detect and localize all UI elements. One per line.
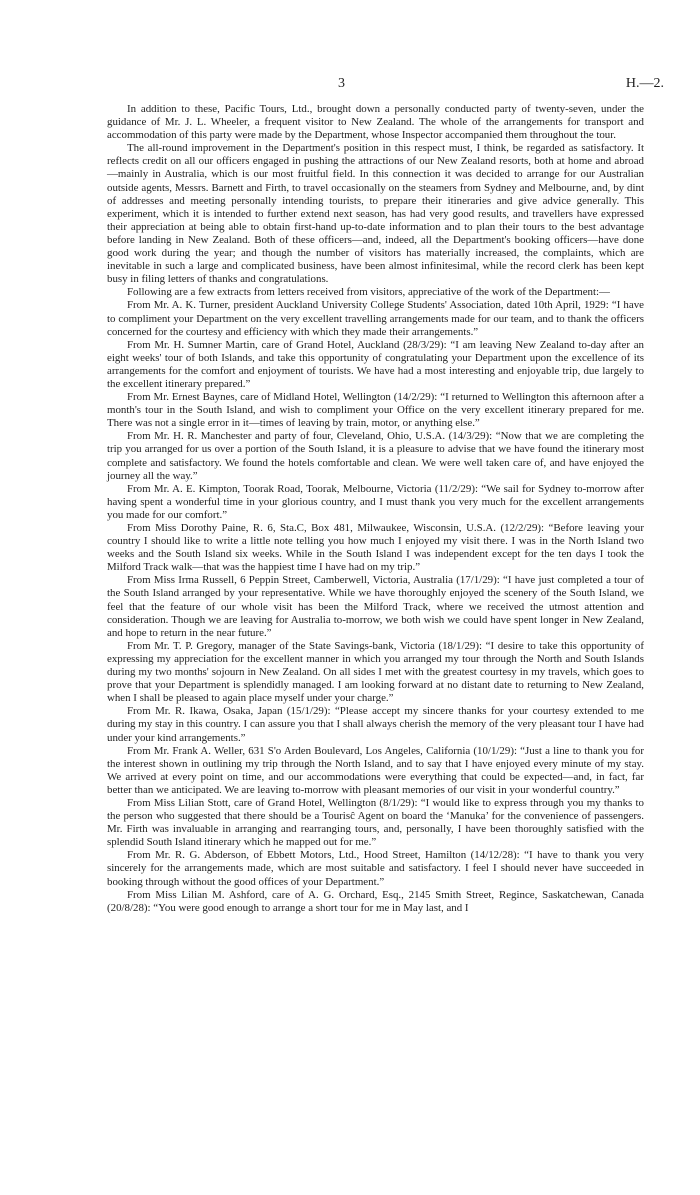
letter-extract: From Miss Lilian M. Ashford, care of A. G. Orchard, Esq., 2145 Smith Street, Regince, Saskatchewan, Canada (20/8/28): “You were good enough to arrange a short tour for me in May last, and I [107,888,644,914]
letter-extract: From Mr. R. Ikawa, Osaka, Japan (15/1/29): “Please accept my sincere thanks for your courtesy extended to me during my stay in this country. I can assure you that I shall always cherish the memory of the very pleasant tour I have had under your kind arrangements.” [107,705,644,744]
letter-extract: From Mr. Ernest Baynes, care of Midland Hotel, Wellington (14/2/29): “I returned to Wellington this afternoon after a month's tour in the South Island, and wish to compliment your Office on the very excellent itinerary prepared for me. There was not a single error in it—times of leaving by train, motor, or anything else.” [107,391,644,430]
letter-extract: From Miss Irma Russell, 6 Peppin Street, Camberwell, Victoria, Australia (17/1/29): “I have just completed a tour of the South Island arranged by your representative. While we have thoroughly enjoyed the scenery of the South Island, we feel that the feature of our whole visit has been the Milford Track, where we received the utmost attention and consideration. Though we are leaving for Australia to-morrow, we both wish we could have spent longer in New Zealand, and hope to return in the near future.” [107,574,644,639]
page-header [0,76,700,94]
document-reference: H.—2. [625,76,664,91]
body-text [107,103,644,915]
letter-extract: From Mr. T. P. Gregory, manager of the State Savings-bank, Victoria (18/1/29): “I desire to take this opportunity of expressing my appreciation for the excellent manner in which you arranged my tour through the North and South Islands during my two months' sojourn in New Zealand. On all sides I met with the greatest courtesy in my travels, which goes to prove that your Department is splendidly managed. I am looking forward at no distant date to returning to New Zealand, when I shall be pleased to again place myself under your charge.” [107,639,644,705]
paragraph: Following are a few extracts from letters received from visitors, appreciative of the work of the Department:— [127,286,610,299]
letter-extract: From Mr. A. E. Kimpton, Toorak Road, Toorak, Melbourne, Victoria (11/2/29): “We sail for Sydney to-morrow after having spent a wonderful time in your glorious country, and I must thank you very much for the excellent arrangements you made for our comfort.” [107,482,644,521]
letter-extract: From Mr. A. K. Turner, president Auckland University College Students' Association, dated 10th April, 1929: “I have to compliment your Department on the very excellent travelling arrangements made for our team, and to thank the officers concerned for the courtesy and efficiency with which they made their arrangements.” [107,299,644,338]
letter-extract: From Miss Lilian Stott, care of Grand Hotel, Wellington (8/1/29): “I would like to express through you my thanks to the person who suggested that there should be a Tourisĉ Agent on board the ‘Manuka’ for the convenience of passengers. Mr. Firth was invaluable in arranging and rearranging tours, and, personally, I have been thoroughly satisfied with the splendid South Island itinerary which he mapped out for me.” [107,796,644,849]
page-number: 3 [338,76,345,91]
letter-extract: From Mr. H. Sumner Martin, care of Grand Hotel, Auckland (28/3/29): “I am leaving New Zealand to-day after an eight weeks' tour of both Islands, and take this opportunity of congratulating your Department upon the excellence of its arrangements for the comfort and enjoyment of tourists. We have had a most interesting and enjoyable trip, due largely to the excellent itinerary prepared.” [107,338,644,390]
letter-extract: From Mr. R. G. Abderson, of Ebbett Motors, Ltd., Hood Street, Hamilton (14/12/28): “I have to thank you very sincerely for the arrangements made, which are most suitable and satisfactory. I feel I should never have succeeded in booking through without the good offices of your Department.” [107,849,644,888]
paragraph: In addition to these, Pacific Tours, Ltd., brought down a personally conducted party of twenty-seven, under the guidance of Mr. J. L. Wheeler, a frequent visitor to New Zealand. The whole of the arrangements for transport and accommodation of this party were made by the Department, whose Inspector accompanied them throughout the tour. [107,103,644,142]
letter-extract: From Mr. H. R. Manchester and party of four, Cleveland, Ohio, U.S.A. (14/3/29): “Now that we are completing the trip you arranged for us over a portion of the South Island, it is a pleasure to advise that we have found the itinerary most complete and satisfactory. We found the hotels comfortable and clean. We were well taken care of, and have enjoyed the journey all the way.” [107,430,644,482]
letter-extract: From Mr. Frank A. Weller, 631 S'o Arden Boulevard, Los Angeles, California (10/1/29): “Just a line to thank you for the interest shown in outlining my trip through the North Island, and to say that I have enjoyed every minute of my stay. We arrived at every point on time, and our accommodations were everything that could be expected—and, in fact, far better than we anticipated. We are leaving to-morrow with pleasant memories of our visit in your wonderful country.” [107,744,644,796]
letter-extract: From Miss Dorothy Paine, R. 6, Sta.C, Box 481, Milwaukee, Wisconsin, U.S.A. (12/2/29): “Before leaving your country I should like to write a little note telling you how much I enjoyed my visit there. I was in the North Island two weeks and the South Island six weeks. While in the South Island I was independent except for the ten days I took the Milford Track walk—that was the happiest time I have had on my trip.” [107,522,644,574]
paragraph: The all-round improvement in the Department's position in this respect must, I think, be regarded as satisfactory. It reflects credit on all our officers engaged in pushing the attractions of our New Zealand resorts, both at home and abroad—mainly in Australia, which is our most fruitful field. In this connection it was decided to arrange for our Australian outside agents, Messrs. Barnett and Firth, to travel occasionally on the steamers from Sydney and Melbourne, and, by dint of addresses and meeting personally intending tourists, to prepare their itineraries and give advice generally. This experiment, which it is intended to further extend next season, has had very good results, and travellers have expressed their appreciation at being able to obtain first-hand up-to-date information and to plan their tours to the best advantage before landing in New Zealand. Both of these officers—and, indeed, all the Department's booking officers—have done good work during the year; and though the number of visitors has materially increased, the complaints, which are inevitable in such a large and complicated business, have been almost infinitesimal, while the record clerk has been kept busy in filing letters of thanks and congratulations. [107,142,644,286]
